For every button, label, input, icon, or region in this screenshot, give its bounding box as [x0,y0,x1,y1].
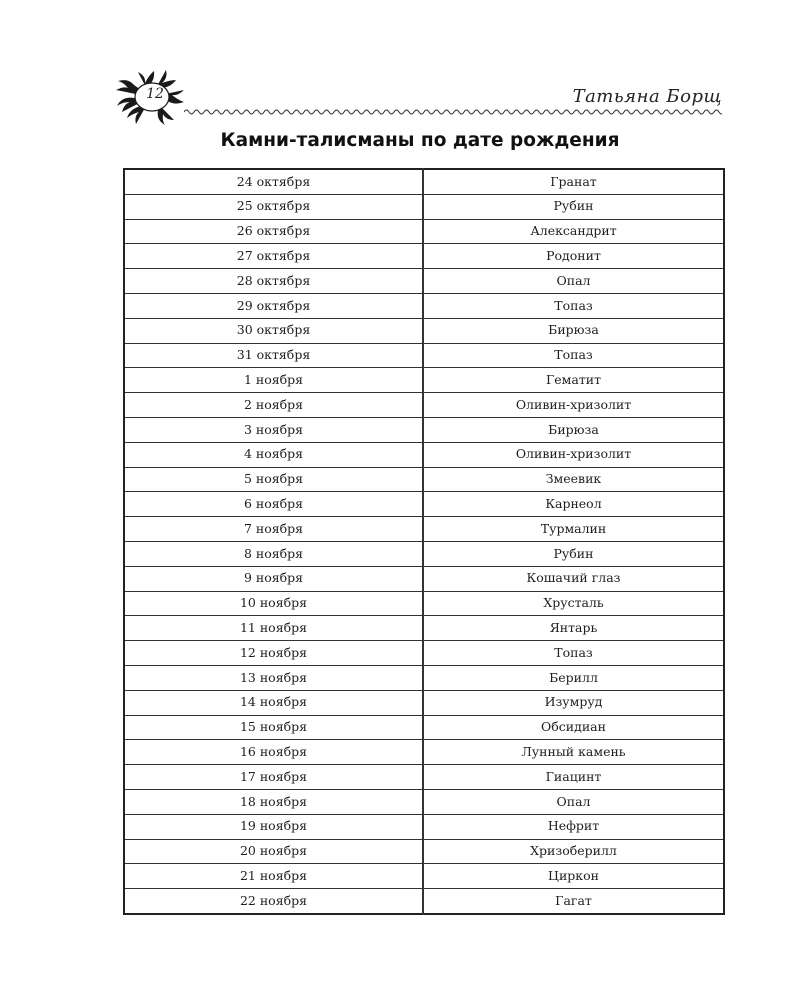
birth-date-cell: 15 ноября [124,715,423,740]
stone-cell: Бирюза [423,318,724,343]
stone-cell: Рубин [423,541,724,566]
birth-date-cell: 17 ноября [124,765,423,790]
stone-cell: Бирюза [423,417,724,442]
stone-cell: Змеевик [423,467,724,492]
stone-cell: Изумруд [423,690,724,715]
birth-date-cell: 18 ноября [124,789,423,814]
stone-cell: Карнеол [423,492,724,517]
birth-date-cell: 30 октября [124,318,423,343]
birth-date-cell: 14 ноября [124,690,423,715]
table-row [124,442,724,467]
birth-date-cell: 28 октября [124,269,423,294]
birth-date-cell: 4 ноября [124,442,423,467]
table-row [124,740,724,765]
table-row [124,591,724,616]
stone-cell: Опал [423,269,724,294]
stone-cell: Хрусталь [423,591,724,616]
table-row [124,765,724,790]
table-row [124,368,724,393]
stone-cell: Циркон [423,864,724,889]
table-row [124,194,724,219]
stone-cell: Берилл [423,665,724,690]
table-row [124,889,724,914]
stone-cell: Топаз [423,293,724,318]
stone-cell: Родонит [423,244,724,269]
birth-date-cell: 16 ноября [124,740,423,765]
birth-date-cell: 13 ноября [124,665,423,690]
table-row [124,417,724,442]
table-row [124,219,724,244]
stone-cell: Александрит [423,219,724,244]
author-name: Татьяна Борщ [572,86,722,107]
table-row [124,715,724,740]
stone-cell: Турмалин [423,517,724,542]
birth-date-cell: 12 ноября [124,641,423,666]
birth-date-cell: 11 ноября [124,616,423,641]
table-row [124,244,724,269]
stone-cell: Хризоберилл [423,839,724,864]
stone-cell: Опал [423,789,724,814]
birth-date-cell: 10 ноября [124,591,423,616]
wavy-divider [184,108,722,116]
table-row [124,269,724,294]
stone-cell: Гранат [423,169,724,194]
birth-date-cell: 29 октября [124,293,423,318]
table-row [124,517,724,542]
table-row [124,492,724,517]
stone-cell: Оливин-хризолит [423,442,724,467]
talisman-stones-table [123,168,725,915]
table-row [124,814,724,839]
table-row [124,467,724,492]
stone-cell: Лунный камень [423,740,724,765]
stone-cell: Оливин-хризолит [423,393,724,418]
birth-date-cell: 3 ноября [124,417,423,442]
birth-date-cell: 7 ноября [124,517,423,542]
table-row [124,864,724,889]
birth-date-cell: 20 ноября [124,839,423,864]
birth-date-cell: 21 ноября [124,864,423,889]
table-row [124,293,724,318]
birth-date-cell: 1 ноября [124,368,423,393]
table-row [124,641,724,666]
stone-cell: Кошачий глаз [423,566,724,591]
table-row [124,839,724,864]
birth-date-cell: 5 ноября [124,467,423,492]
stone-cell: Гиацинт [423,765,724,790]
stone-cell: Топаз [423,641,724,666]
table-row [124,789,724,814]
stone-cell: Янтарь [423,616,724,641]
table-row [124,393,724,418]
stone-cell: Обсидиан [423,715,724,740]
birth-date-cell: 31 октября [124,343,423,368]
table-row [124,541,724,566]
stone-cell: Гематит [423,368,724,393]
table-row [124,318,724,343]
birth-date-cell: 8 ноября [124,541,423,566]
stone-cell: Нефрит [423,814,724,839]
birth-date-cell: 2 ноября [124,393,423,418]
birth-date-cell: 27 октября [124,244,423,269]
birth-date-cell: 9 ноября [124,566,423,591]
birth-date-cell: 22 ноября [124,889,423,914]
stone-cell: Рубин [423,194,724,219]
table-row [124,169,724,194]
birth-date-cell: 26 октября [124,219,423,244]
table-row [124,616,724,641]
stone-cell: Гагат [423,889,724,914]
table-row [124,566,724,591]
birth-date-cell: 19 ноября [124,814,423,839]
stone-cell: Топаз [423,343,724,368]
table-row [124,665,724,690]
page-title: Камни-талисманы по дате рождения [220,130,620,151]
birth-date-cell: 6 ноября [124,492,423,517]
birth-date-cell: 25 октября [124,194,423,219]
table-row [124,690,724,715]
birth-date-cell: 24 октября [124,169,423,194]
table-row [124,343,724,368]
page-number: 12 [146,86,164,102]
